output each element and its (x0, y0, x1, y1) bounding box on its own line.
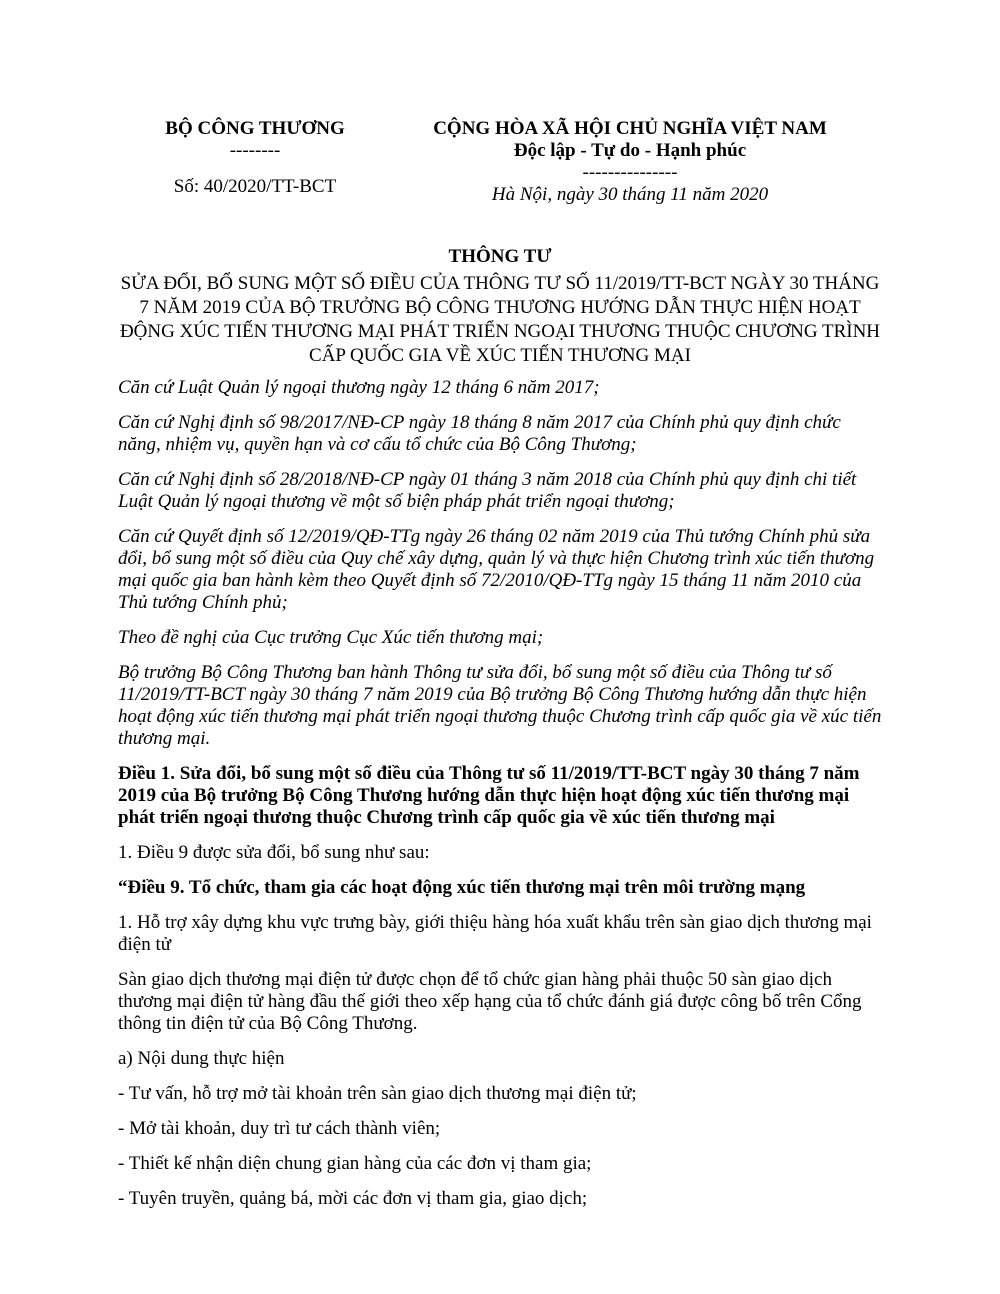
preamble-paragraph: Bộ trưởng Bộ Công Thương ban hành Thông tư sửa đổi, bổ sung một số điều của Thông tư số 11/2019/TT-BCT ngày 30 tháng 7 năm 2019 của Bộ trưởng Bộ Công Thương hướng dẫn thực hiện hoạt động xúc tiến thương mại phát triển ngoại thương thuộc Chương trình cấp quốc gia về xúc tiến thương mại. (118, 662, 882, 749)
preamble-paragraph: Căn cứ Luật Quản lý ngoại thương ngày 12 tháng 6 năm 2017; (118, 377, 600, 398)
content-item: - Thiết kế nhận diện chung gian hàng của các đơn vị tham gia; (118, 1153, 592, 1174)
place-date: Hà Nội, ngày 30 tháng 11 năm 2020 (491, 184, 769, 205)
article-9-item-1-text: Sàn giao dịch thương mại điện tử được chọn để tổ chức gian hàng phải thuộc 50 sàn giao dịch thương mại điện tử hàng đầu thế giới theo xếp hạng của tổ chức đánh giá được công bố trên Cổng thông tin điện tử của Bộ Công Thương. (118, 969, 862, 1034)
national-motto-block (380, 118, 880, 206)
content-item: - Tuyên truyền, quảng bá, mời các đơn vị tham gia, giao dịch; (118, 1188, 588, 1209)
issuer-block (130, 118, 380, 198)
preamble-paragraph: Căn cứ Nghị định số 28/2018/NĐ-CP ngày 01 tháng 3 năm 2018 của Chính phủ quy định chi tiết Luật Quản lý ngoại thương về một số biện pháp phát triển ngoại thương; (118, 469, 857, 512)
content-item: - Mở tài khoản, duy trì tư cách thành viên; (118, 1118, 441, 1139)
preamble-paragraph: Theo đề nghị của Cục trưởng Cục Xúc tiến thương mại; (118, 627, 544, 648)
motto-separator: --------------- (582, 162, 678, 183)
country-name: CỘNG HÒA XÃ HỘI CHỦ NGHĨA VIỆT NAM (433, 118, 827, 139)
content-heading: a) Nội dung thực hiện (118, 1048, 285, 1069)
document-subtitle: SỬA ĐỔI, BỔ SUNG MỘT SỐ ĐIỀU CỦA THÔNG TƯ SỐ 11/2019/TT-BCT NGÀY 30 THÁNG 7 NĂM 2019 CỦA BỘ TRƯỞNG BỘ CÔNG THƯƠNG HƯỚNG DẪN THỰC HIỆN HOẠT ĐỘNG XÚC TIẾN THƯƠNG MẠI PHÁT TRIỂN NGOẠI THƯƠNG THUỘC CHƯƠNG TRÌNH CẤP QUỐC GIA VỀ XÚC TIẾN THƯƠNG MẠI (119, 273, 881, 366)
document-body (118, 377, 888, 1223)
document-header (0, 118, 1000, 218)
issuer-name: BỘ CÔNG THƯƠNG (165, 118, 345, 139)
motto: Độc lập - Tự do - Hạnh phúc (513, 140, 747, 161)
document-title: THÔNG TƯ (448, 246, 552, 267)
article-9-item-1: 1. Hỗ trợ xây dựng khu vực trưng bày, giới thiệu hàng hóa xuất khẩu trên sàn giao dịch thương mại điện tử (118, 912, 872, 955)
issuer-separator: -------- (229, 140, 281, 161)
clause-1-intro: 1. Điều 9 được sửa đổi, bổ sung như sau: (118, 842, 430, 863)
document-number: Số: 40/2020/TT-BCT (173, 176, 337, 197)
content-item: - Tư vấn, hỗ trợ mở tài khoản trên sàn giao dịch thương mại điện tử; (118, 1083, 637, 1104)
article-1-heading: Điều 1. Sửa đổi, bổ sung một số điều của Thông tư số 11/2019/TT-BCT ngày 30 tháng 7 năm 2019 của Bộ trưởng Bộ Công Thương hướng dẫn thực hiện hoạt động xúc tiến thương mại phát triển ngoại thương thuộc Chương trình cấp quốc gia về xúc tiến thương mại (118, 763, 860, 828)
article-9-heading: “Điều 9. Tổ chức, tham gia các hoạt động xúc tiến thương mại trên môi trường mạng (118, 877, 806, 898)
preamble-paragraph: Căn cứ Quyết định số 12/2019/QĐ-TTg ngày 26 tháng 02 năm 2019 của Thủ tướng Chính phủ sửa đổi, bổ sung một số điều của Quy chế xây dựng, quản lý và thực hiện Chương trình xúc tiến thương mại quốc gia ban hành kèm theo Quyết định số 72/2010/QĐ-TTg ngày 15 tháng 11 năm 2010 của Thủ tướng Chính phủ; (118, 526, 875, 613)
preamble-paragraph: Căn cứ Nghị định số 98/2017/NĐ-CP ngày 18 tháng 8 năm 2017 của Chính phủ quy định chức năng, nhiệm vụ, quyền hạn và cơ cấu tổ chức của Bộ Công Thương; (118, 412, 841, 455)
